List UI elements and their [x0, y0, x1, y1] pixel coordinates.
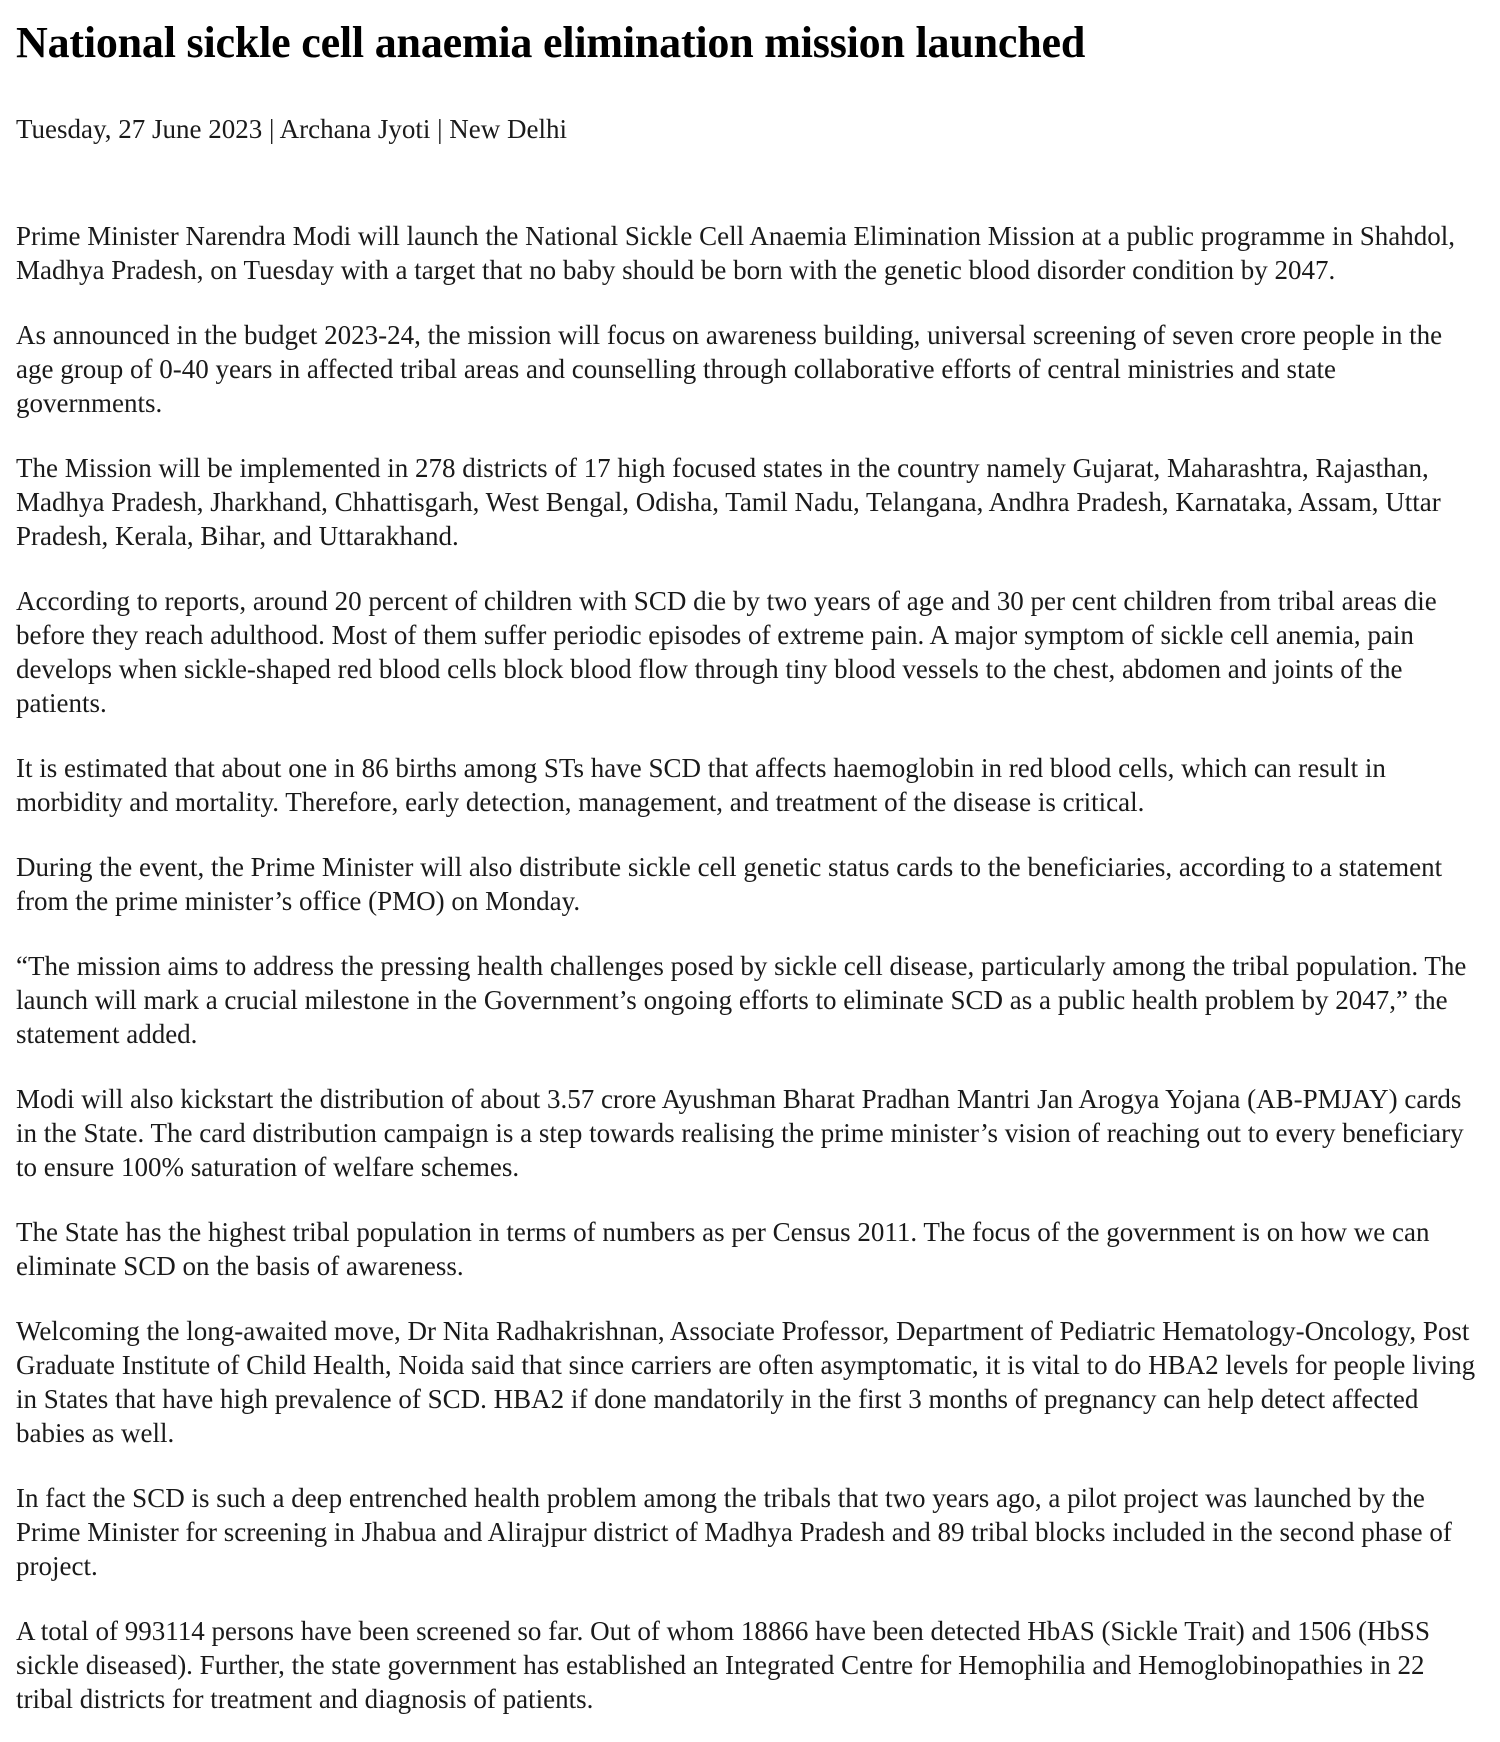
article-paragraph: As announced in the budget 2023-24, the mission will focus on awareness building, universal screening of seven crore people in the age group of 0-40 years in affected tribal areas and counselling through collaborative efforts of central ministries and state governments.	[16, 320, 1443, 418]
article-paragraph: The State has the highest tribal population in terms of numbers as per Census 2011. The focus of the government is on how we can eliminate SCD on the basis of awareness.	[16, 1217, 1430, 1281]
article-dateline: Tuesday, 27 June 2023 | Archana Jyoti | New Delhi	[16, 114, 567, 144]
article-body	[16, 219, 1484, 1716]
article-paragraph: “The mission aims to address the pressing health challenges posed by sickle cell disease, particularly among the tribal population. The launch will mark a crucial milestone in the Government’s ongoing efforts to eliminate SCD as a public health problem by 2047,” the statement added.	[16, 951, 1467, 1049]
article-paragraph: During the event, the Prime Minister will also distribute sickle cell genetic status cards to the beneficiaries, according to a statement from the prime minister’s office (PMO) on Monday.	[16, 852, 1443, 916]
article-paragraph: It is estimated that about one in 86 births among STs have SCD that affects haemoglobin in red blood cells, which can result in morbidity and mortality. Therefore, early detection, management, and treatment of the disease is critical.	[16, 753, 1386, 817]
article-paragraph: Modi will also kickstart the distribution of about 3.57 crore Ayushman Bharat Pradhan Mantri Jan Arogya Yojana (AB-PMJAY) cards in the State. The card distribution campaign is a step towards realising the prime minister’s vision of reaching out to every beneficiary to ensure 100% saturation of welfare schemes.	[16, 1084, 1464, 1182]
article-paragraph: A total of 993114 persons have been screened so far. Out of whom 18866 have been detected HbAS (Sickle Trait) and 1506 (HbSS sickle diseased). Further, the state government has established an Integrated Centre for Hemophilia and Hemoglobinopathies in 22 tribal districts for treatment and diagnosis of patients.	[16, 1616, 1430, 1714]
article-headline: National sickle cell anaemia elimination mission launched	[16, 18, 1086, 67]
article-paragraph: In fact the SCD is such a deep entrenched health problem among the tribals that two years ago, a pilot project was launched by the Prime Minister for screening in Jhabua and Alirajpur district of Madhya Pradesh and 89 tribal blocks included in the second phase of project.	[16, 1483, 1452, 1581]
article-paragraph: According to reports, around 20 percent of children with SCD die by two years of age and 30 per cent children from tribal areas die before they reach adulthood. Most of them suffer periodic episodes of extreme pain. A major symptom of sickle cell anemia, pain develops when sickle-shaped red blood cells block blood flow through tiny blood vessels to the chest, abdomen and joints of the patients.	[16, 586, 1437, 718]
article-paragraph: The Mission will be implemented in 278 districts of 17 high focused states in the country namely Gujarat, Maharashtra, Rajasthan, Madhya Pradesh, Jharkhand, Chhattisgarh, West Bengal, Odisha, Tamil Nadu, Telangana, Andhra Pradesh, Karnataka, Assam, Uttar Pradesh, Kerala, Bihar, and Uttarakhand.	[16, 453, 1441, 551]
article-paragraph: Welcoming the long-awaited move, Dr Nita Radhakrishnan, Associate Professor, Department of Pediatric Hematology-Oncology, Post Graduate Institute of Child Health, Noida said that since carriers are often asymptomatic, it is vital to do HBA2 levels for people living in States that have high prevalence of SCD. HBA2 if done mandatorily in the first 3 months of pregnancy can help detect affected babies as well.	[16, 1316, 1476, 1448]
article-paragraph: Prime Minister Narendra Modi will launch the National Sickle Cell Anaemia Elimination Mission at a public programme in Shahdol, Madhya Pradesh, on Tuesday with a target that no baby should be born with the genetic blood disorder condition by 2047.	[16, 221, 1455, 285]
